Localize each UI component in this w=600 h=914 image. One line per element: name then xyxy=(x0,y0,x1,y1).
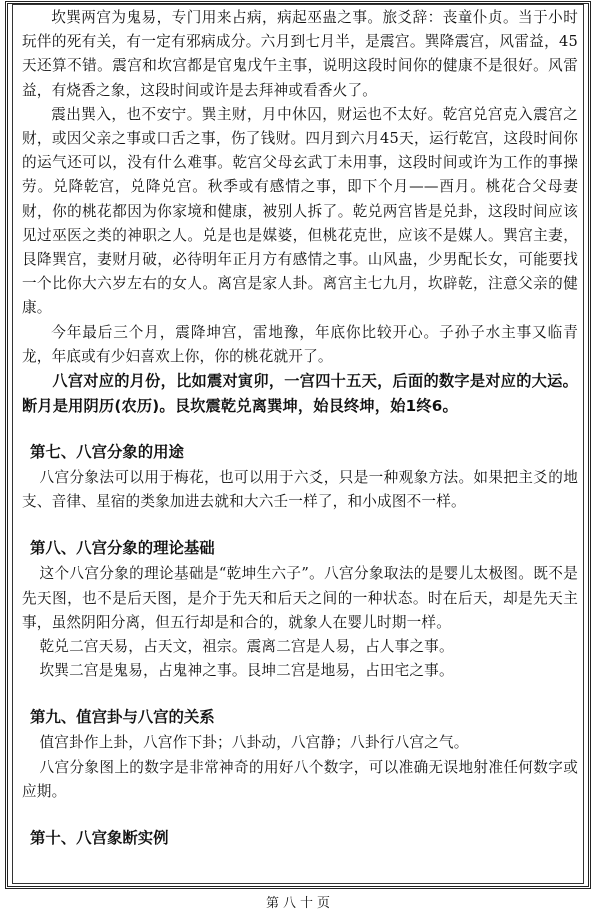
section-7-heading: 第七、八宫分象的用途 xyxy=(30,443,184,462)
section-9-heading: 第九、值宫卦与八宫的关系 xyxy=(30,708,215,727)
section-10-heading: 第十、八宫象断实例 xyxy=(30,829,169,848)
section-8-heading: 第八、八宫分象的理论基础 xyxy=(30,539,215,558)
page-number: 第八十页 xyxy=(265,896,334,911)
section-7-paragraph-1: 八宫分象法可以用于梅花，也可以用于六爻，只是一种观象方法。如果把主爻的地支、音律、星宿的类象加进去就和大六壬一样了，和小成图不一样。 xyxy=(22,469,578,511)
section-8-paragraph-2: 乾兑二宫天易，占天文，祖宗。震离二宫是人易，占人事之事。 xyxy=(39,638,454,656)
body-paragraph-1: 坎巽两宫为鬼易，专门用来占病，病起巫蛊之事。旅爻辞：丧童仆贞。当于小时玩伴的死有关，有一定有邪病成分。六月到七月半，是震宫。巽降震宫，风雷益，45天还算不错。震宫和坎宫都是官鬼戊午主事，说明这段时间你的健康不是很好。风雷益，有烧香之象，这段时间或许是去拜神或看香火了。 xyxy=(22,9,578,99)
section-9 xyxy=(22,705,578,804)
section-8-paragraph-1: 这个八宫分象的理论基础是“乾坤生六子”。八宫分象取法的是婴儿太极图。既不是先天图，也不是后天图，是介于先天和后天之间的一种状态。时在后天，却是先天主事，虽然阴阳分离，但五行却是和合的，就象人在婴儿时期一样。 xyxy=(22,565,578,631)
body-paragraph-3: 今年最后三个月，震降坤宫，雷地豫，年底你比较开心。子孙子水主事又临青龙，年底或有少妇喜欢上你，你的桃花就开了。 xyxy=(22,323,578,365)
section-7 xyxy=(22,440,578,514)
section-8 xyxy=(22,536,578,683)
section-9-paragraph-1: 值宫卦作上卦，八宫作下卦；八卦动，八宫静；八卦行八宫之气。 xyxy=(39,734,469,752)
section-9-paragraph-2: 八宫分象图上的数字是非常神奇的用好八个数字，可以准确无误地射准任何数字或应期。 xyxy=(22,758,578,800)
section-8-paragraph-3: 坎巽二宫是鬼易，占鬼神之事。艮坤二宫是地易，占田宅之事。 xyxy=(39,662,454,680)
page-content xyxy=(22,6,578,876)
bold-note: 八宫对应的月份，比如震对寅卯，一宫四十五天，后面的数字是对应的大运。断月是用阴历(农历)。艮坎震乾兑离巽坤，始艮终坤，始1终6。 xyxy=(22,372,578,415)
section-10 xyxy=(22,826,578,850)
body-paragraph-2: 震出巽入，也不安宁。巽主财，月中休囚，财运也不太好。乾宫兑宫克入震宫之财，或因父亲之事或口舌之事，伤了钱财。四月到六月45天，运行乾宫，这段时间你的运气还可以，没有什么难事。乾宫父母玄武丁未用事，这段时间或许为工作的事操劳。兑降乾宫，兑降兑宫。秋季或有感情之事，即下个月——酉月。桃花合父母妻财，你的桃花都因为你家境和健康，被别人拆了。乾兑两宫皆是兑卦，这段时间应该见过巫医之类的神职之人。兑是也是媒婆，但桃花克世，应该不是媒人。巽宫主妻，艮降巽宫，妻财月破，必待明年正月方有感情之事。山风蛊，少男配长女，可能要找一个比你大六岁左右的女人。离宫是家人卦。离宫主七九月，坎辟乾，注意父亲的健康。 xyxy=(22,105,578,317)
